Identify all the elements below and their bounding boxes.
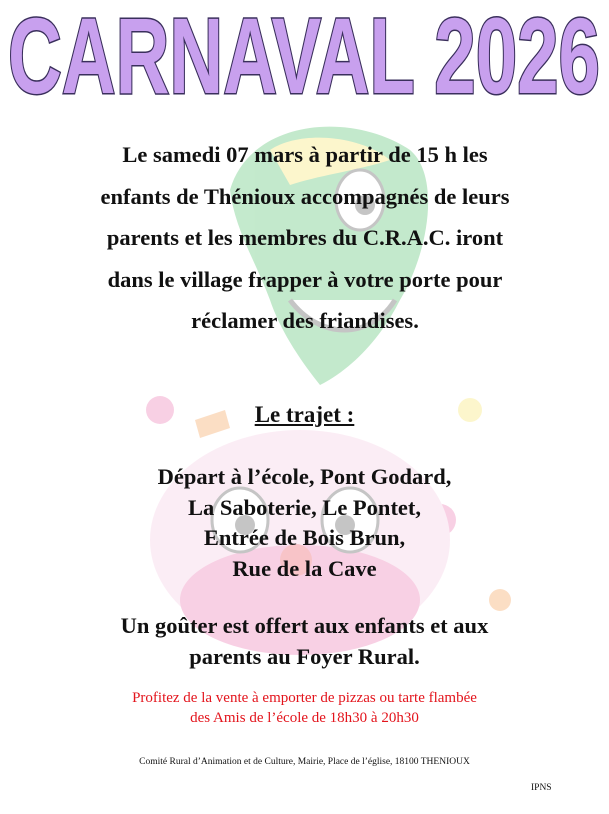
intro-paragraph xyxy=(40,134,570,342)
promo-line: des Amis de l’école de 18h30 à 20h30 xyxy=(190,710,419,726)
gouter-line: Un goûter est offert aux enfants et aux xyxy=(120,613,489,638)
intro-line: dans le village frapper à votre porte pour xyxy=(107,266,503,292)
promo-notice xyxy=(0,688,609,728)
trajet-line: La Saboterie, Le Pontet, xyxy=(187,494,422,520)
title-wordart xyxy=(0,2,609,106)
intro-line: enfants de Thénioux accompagnés de leurs xyxy=(100,183,510,209)
trajet-line: Entrée de Bois Brun, xyxy=(203,525,406,550)
promo-line: Profitez de la vente à emporter de pizzas ou tarte flambée xyxy=(132,690,477,706)
gouter-paragraph xyxy=(0,610,609,672)
intro-line: parents et les membres du C.R.A.C. iront xyxy=(106,225,504,250)
footer-address: Comité Rural d’Animation et de Culture, Mairie, Place de l’église, 18100 THENIOUX xyxy=(139,757,470,767)
trajet-list xyxy=(0,462,609,584)
page-title: CARNAVAL 2026 xyxy=(8,2,600,106)
trajet-heading: Le trajet : xyxy=(254,402,355,427)
gouter-line: parents au Foyer Rural. xyxy=(189,644,420,669)
intro-line: Le samedi 07 mars à partir de 15 h les xyxy=(122,142,488,167)
trajet-line: Rue de la Cave xyxy=(232,555,377,581)
intro-line: réclamer des friandises. xyxy=(191,308,419,333)
trajet-line: Départ à l’école, Pont Godard, xyxy=(157,464,452,489)
ipns-label: IPNS xyxy=(531,783,552,793)
